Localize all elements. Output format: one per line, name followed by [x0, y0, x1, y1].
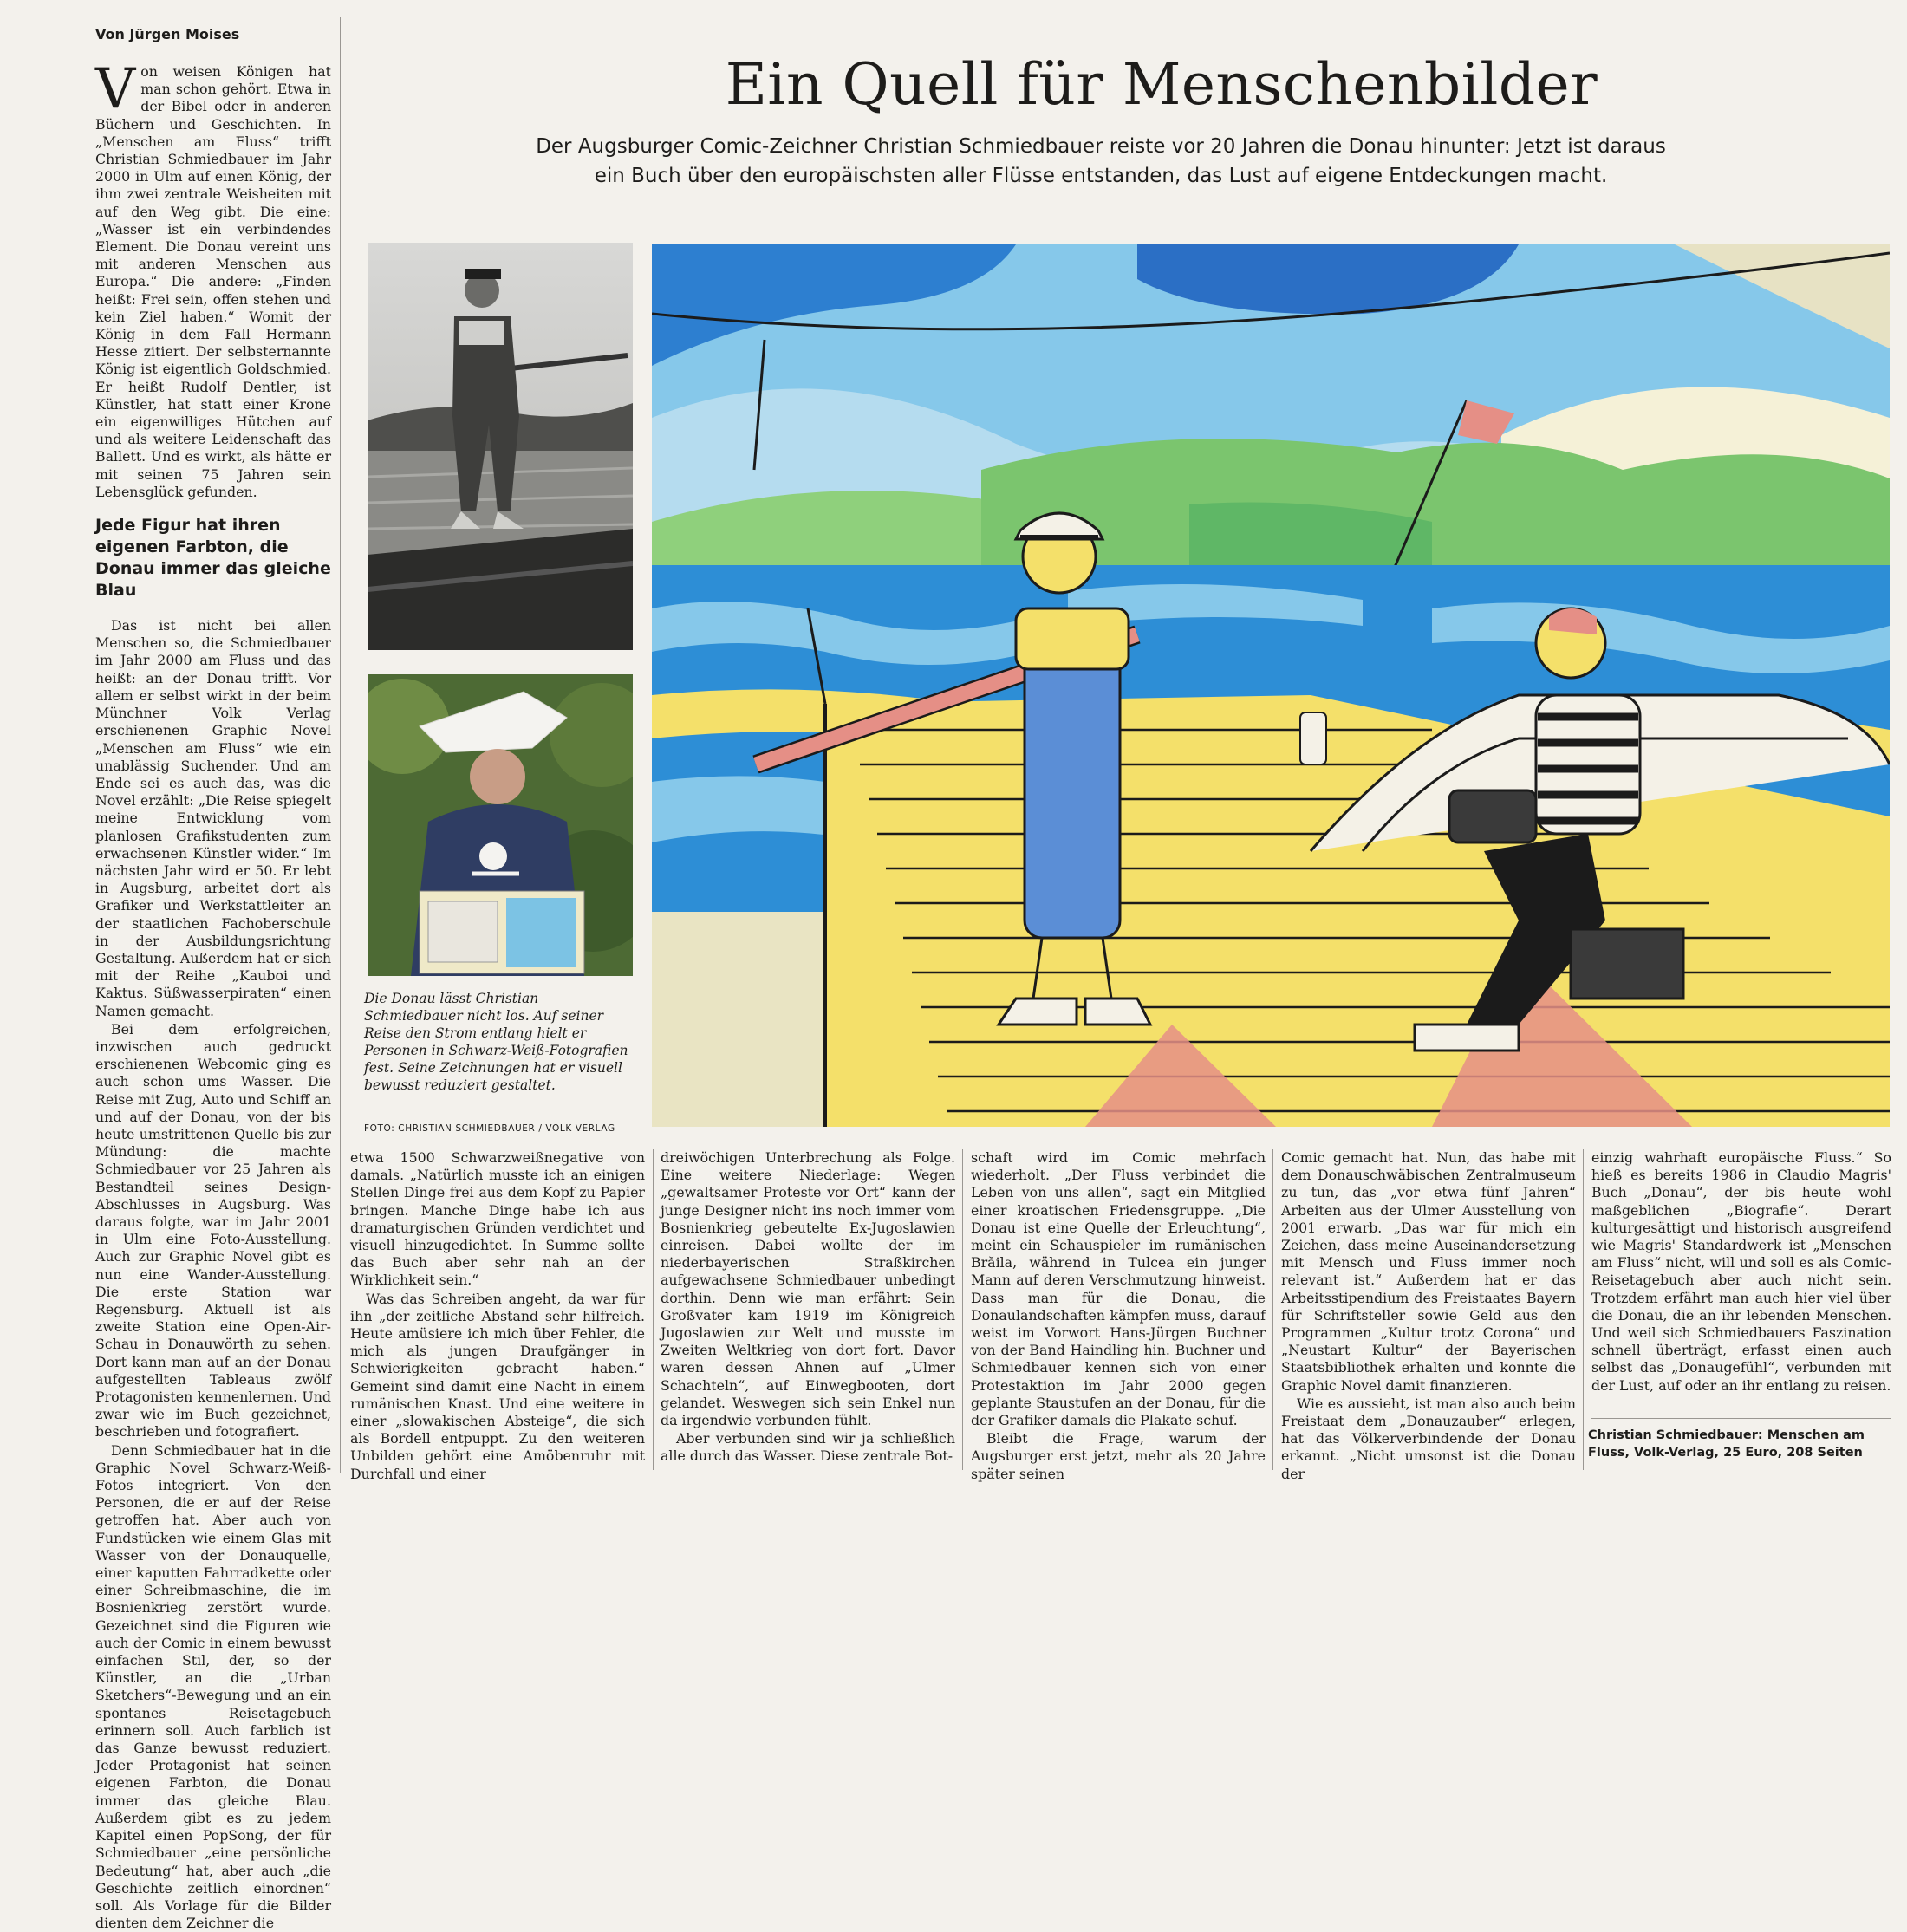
paragraph: Das ist nicht bei allen Menschen so, die Schmiedbauer im Jahr 2000 am Fluss und das heißt: an der Donau trifft. Vor allem er selbst wirkt in der beim Münchner Volk Verlag erschienenen Graphic Novel „Menschen am Fluss“ wie ein unablässig Suchender. Und am Ende sei es auch das, was die Novel erzählt: „Die Reise spiegelt meine Entwicklung vom planlosen Grafikstudenten zum erwachsenen Künstler wider.“ Im nächsten Jahr wird er 50. Er lebt in Augsburg, arbeitet dort als Grafiker und Werkstattleiter an der staatlichen Fachoberschule in der Ausbildungsrichtung Gestaltung. Außerdem hat er sich mit der Reihe „Kauboi und Kaktus. Süßwasserpiraten“ einen Namen gemacht.: [95, 617, 331, 1019]
photo-caption: Die Donau lässt Christian Schmiedbauer nicht los. Auf seiner Reise den Strom entlang hielt er Personen in Schwarz-Weiß-Fotografien fest. Seine Zeichnungen hat er visuell bewusst reduziert gestaltet.: [364, 991, 628, 1093]
book-info: Christian Schmiedbauer: Menschen am Fluss, Volk-Verlag, 25 Euro, 208 Seiten: [1588, 1428, 1865, 1460]
photo-credit: FOTO: CHRISTIAN SCHMIEDBAUER / VOLK VERLAG: [364, 1123, 615, 1134]
column-rule: [1272, 1149, 1273, 1470]
column-2: [350, 1149, 645, 1483]
book-info-rule: [1591, 1418, 1891, 1419]
column-4: [971, 1149, 1266, 1483]
paragraph: schaft wird im Comic mehrfach wiederholt. „Der Fluss verbindet die Leben von uns allen“, sagt ein Mitglied einer kroatischen Friedensgruppe. „Die Donau ist eine Quelle der Erleuchtung“, meint ein Schauspieler im rumänischen Brăila, während in Tulcea ein junger Mann auf deren Verschmutzung hinweist. Dass man für die Donau, die Donaulandschaften kämpfen muss, darauf weist im Vorwort Hans-Jürgen Buchner von der Band Haindling hin. Buchner und Schmiedbauer kennen sich von einer Protestaktion im Jahr 2000 gegen geplante Staustufen an der Donau, für die der Grafiker damals die Plakate schuf.: [971, 1149, 1266, 1429]
column-1-intro: [95, 57, 331, 501]
paragraph: einzig wahrhaft europäische Fluss.“ So hieß es bereits 1986 in Claudio Magris' Buch „Donau“, der bis heute wohl maßgeblichen „Biografie“. Derart kulturgesättigt und historisch ausgreifend wie Magris' Standardwerk ist „Menschen am Fluss“ nicht, will und soll es als Comic-Reisetagebuch aber auch nicht sein. Trotzdem erfährt man auch hier viel über die Donau, die an ihr lebenden Menschen. Und weil sich Schmiedbauers Faszination schnell überträgt, erfasst einen auch selbst das „Donaugefühl“, verbunden mit der Lust, auf oder an ihr entlang zu reisen.: [1591, 1149, 1891, 1394]
paragraph: Comic gemacht hat. Nun, das habe mit dem Donauschwäbischen Zentralmuseum zu tun, das „vor etwa fünf Jahren“ Arbeiten aus der Ulmer Ausstellung von 2001 erwarb. „Das war für mich ein Zeichen, dass meine Auseinandersetzung mit Mensch und Fluss immer noch relevant ist.“ Außerdem hat er das Arbeitsstipendium des Freistaates Bayern für Schriftsteller sowie Geld aus den Programmen „Kultur trotz Corona“ und „Neustart Kultur“ der Bayerischen Staatsbibliothek erhalten und konnte die Graphic Novel damit finanzieren.: [1281, 1149, 1576, 1394]
column-6: [1591, 1149, 1891, 1395]
paragraph: Wie es aussieht, ist man also auch beim Freistaat dem „Donauzauber“ erlegen, hat das Völkerverbindende der Donau erkannt. „Nicht umsonst ist die Donau der: [1281, 1395, 1576, 1482]
drop-cap: V: [95, 57, 136, 121]
column-rule: [962, 1149, 963, 1470]
paragraph: Denn Schmiedbauer hat in die Graphic Novel Schwarz-Weiß-Fotos integriert. Von den Personen, die er auf der Reise getroffen hat. Aber auch von Fundstücken wie einem Glas mit Wasser von der Donauquelle, einer kaputten Fahrradkette oder einer Schreibmaschine, die im Bosnienkrieg zerstört wurde. Gezeichnet sind die Figuren wie auch der Comic in einem bewusst einfachen Stil, der, so der Künstler, an die „Urban Sketchers“-Bewegung und an ein spontanes Reisetagebuch erinnern soll. Auch farblich ist das Ganze bewusst reduziert. Jeder Protagonist hat seinen eigenen Farbton, die Donau immer das gleiche Blau. Außerdem gibt es zu jedem Kapitel einen PopSong, der für Schmiedbauer „eine persönliche Bedeutung“ hat, aber auch „die Geschichte zeitlich einordnen“ soll. Als Vorlage für die Bilder dienten dem Zeichner die: [95, 1441, 331, 1932]
photo-artist-with-book: [368, 674, 633, 976]
column-1-body: [95, 617, 331, 1932]
paragraph: Aber verbunden sind wir ja schließlich alle durch das Wasser. Diese zentrale Bot-: [661, 1430, 955, 1465]
column-5: [1281, 1149, 1576, 1483]
paragraph: dreiwöchigen Unterbrechung als Folge. Eine weitere Niederlage: Wegen „gewaltsamer Proteste vor Ort“ kann der junge Designer nicht ins noch immer vom Bosnienkrieg gebeutelte Ex-Jugoslawien einreisen. Dabei wollte der im niederbayerischen Straßkirchen aufgewachsene Schmiedbauer unbedingt dorthin. Denn wie man erfährt: Sein Großvater kam 1919 im Königreich Jugoslawien zur Welt und musste im Zweiten Weltkrieg von dort fort. Davor waren dessen Ahnen auf „Ulmer Schachteln“, auf Einwegbooten, dort gelandet. Weswegen sich sein Enkel nun da irgendwie verbunden fühlt.: [661, 1149, 955, 1429]
subheading: Jede Figur hat ihren eigenen Farbton, die Donau immer das gleiche Blau: [95, 516, 331, 601]
main-illustration: [652, 244, 1890, 1127]
paragraph: Bleibt die Frage, warum der Augsburger erst jetzt, mehr als 20 Jahre später seinen: [971, 1430, 1266, 1482]
far-shore-right: [981, 439, 1890, 574]
paragraph: Was das Schreiben angeht, da war für ihn „der zeitliche Abstand sehr hilfreich. Heute amüsiere ich mich über Fehler, die mich als jungen Draufgänger in Schwierigkeiten gebracht haben.“ Gemeint sind damit eine Nacht in einem rumänischen Knast. Und eine weitere in einer „slowakischen Absteige“, die sich als Bordell entpuppt. Zu den weiteren Unbilden gehört eine Amöbenruhr mit Durchfall und einer: [350, 1290, 645, 1482]
column-rule: [653, 1149, 654, 1470]
subtitle: Der Augsburger Comic-Zeichner Christian Schmiedbauer reiste vor 20 Jahren die Donau hinunter: Jetzt ist daraus ein Buch über den europäischsten aller Flüsse entstanden, das Lust auf eigene Entdeckungen macht.: [536, 135, 1666, 187]
paragraph: on weisen Königen hat man schon gehört. Etwa in der Bibel oder in anderen Büchern und Geschichten. In „Menschen am Fluss“ trifft Christian Schmiedbauer im Jahr 2000 in Ulm auf einen König, der ihm zwei zentrale Weisheiten mit auf den Weg gibt. Die eine: „Wasser ist ein verbindendes Element. Die Donau vereint uns mit anderen Menschen aus Europa.“ Die andere: „Finden heißt: Frei sein, offen stehen und kein Ziel haben.“ Womit der König in dem Fall Hermann Hesse zitiert. Der selbsternannte König ist eigentlich Goldschmied. Er heißt Rudolf Dentler, ist Künstler, hat statt einer Krone ein eigenwilliges Hütchen auf und als weitere Leidenschaft das Ballett. Und es wirkt, als hätte er mit seinen 75 Jahren sein Lebensglück gefunden.: [95, 63, 331, 500]
headline: Ein Quell für Menschenbilder: [725, 51, 1598, 118]
column-3: [661, 1149, 955, 1466]
column-rule: [1583, 1149, 1584, 1470]
column-rule: [340, 17, 341, 1473]
paragraph: etwa 1500 Schwarzweißnegative von damals. „Natürlich musste ich an einigen Stellen Dinge frei aus dem Kopf zu Papier bringen. Manche Dinge habe ich aus dramaturgischen Gründen verdichtet und visuell hinzugedichtet. In Summe sollte das Buch aber sehr nah an der Wirklichkeit sein.“: [350, 1149, 645, 1289]
photo-ferryman: [368, 243, 633, 650]
byline: Von Jürgen Moises: [95, 26, 240, 42]
paragraph: Bei dem erfolgreichen, inzwischen auch gedruckt erschienenen Webcomic ging es auch schon ums Wasser. Die Reise mit Zug, Auto und Schiff an und auf der Donau, von der bis heute umstrittenen Quelle bis zur Mündung: die machte Schmiedbauer vor 25 Jahren als Bestandteil seines Design-Abschlusses in Augsburg. Was daraus folgte, war im Jahr 2001 in Ulm eine Foto-Ausstellung. Auch zur Graphic Novel gibt es nun eine Wander-Ausstellung. Die erste Station war Regensburg. Aktuell ist als zweite Station eine Open-Air-Schau in Donauwörth zu sehen. Dort kann man auf an der Donau aufgestellten Tableaus zwölf Protagonisten kennenlernen. Und zwar wie im Buch gezeichnet, beschrieben und fotografiert.: [95, 1020, 331, 1441]
